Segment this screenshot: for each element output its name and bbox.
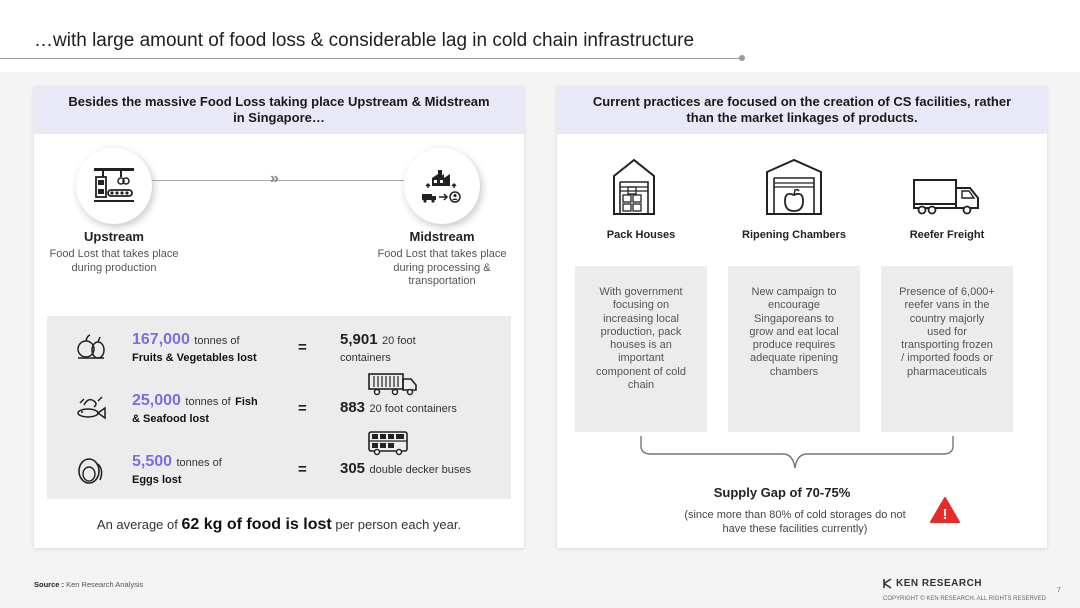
truck-icon (367, 372, 419, 396)
average-suffix: per person each year. (335, 517, 462, 532)
reefer-truck-icon (912, 176, 982, 216)
stat-value: 167,000 (132, 331, 190, 348)
food-loss-stats (47, 316, 511, 499)
facility-card-pack-houses: With government focusing on increasing local production, pack houses is an important component of cold chain (575, 266, 707, 432)
flow-line (152, 180, 404, 181)
cold-storage-header: Current practices are focused on the creation of CS facilities, rather than the market linkages of products. (557, 86, 1047, 134)
stat-comparison (340, 461, 471, 478)
logo-text: KEN RESEARCH (896, 578, 983, 589)
midstream-circle (404, 148, 480, 224)
upstream-circle (76, 148, 152, 224)
grouping-brace (637, 434, 957, 476)
supply-gap-title: Supply Gap of 70-75% (713, 485, 851, 500)
stat-comparison (340, 332, 416, 366)
midstream-title: Midstream (409, 229, 475, 244)
copyright: COPYRIGHT © KEN RESEARCH. ALL RIGHTS RESERVED (883, 596, 1047, 602)
stat-unit: tonnes of (185, 396, 231, 408)
warning-icon (929, 496, 961, 524)
bus-icon (367, 430, 409, 456)
comparison-value: 305 (340, 460, 366, 477)
title-bar (0, 0, 1080, 72)
facility-label-ripening-chambers: Ripening Chambers (742, 229, 846, 241)
stat-row-fish (132, 393, 258, 427)
stat-row-eggs (132, 454, 222, 488)
facility-label-pack-houses: Pack Houses (606, 229, 676, 241)
facility-card-ripening-chambers: New campaign to encourage Singaporeans to grow and eat local produce requires adequate ripening chambers (728, 266, 860, 432)
stat-unit-bold: Fish (235, 396, 258, 408)
comparison-unit: double decker buses (369, 464, 471, 476)
stat-row-fruits (132, 332, 257, 366)
title-divider (0, 58, 742, 59)
stat-label: Eggs lost (132, 474, 182, 486)
warning-mark: ! (942, 506, 948, 523)
comparison-value: 883 (340, 399, 366, 416)
equals-sign: = (298, 461, 307, 478)
warehouse-icon (612, 158, 656, 216)
comparison-unit: 20 foot containers (369, 403, 457, 415)
food-loss-panel (34, 86, 524, 548)
page-title: …with large amount of food loss & considerable lag in cold chain infrastructure (34, 30, 695, 51)
cold-storage-panel (557, 86, 1047, 548)
average-prefix: An average of (96, 517, 178, 532)
stat-unit: tonnes of (176, 457, 222, 469)
distribution-icon (420, 166, 464, 206)
supply-gap-description: (since more than 80% of cold storages do not have these facilities currently) (684, 509, 906, 535)
facility-card-reefer-freight: Presence of 6,000+ reefer vans in the country majorly used for transporting frozen / imported foods or pharmaceuticals (881, 266, 1013, 432)
comparison-unit-line2: containers (340, 352, 391, 364)
stat-unit: tonnes of (194, 335, 240, 347)
title-divider-dot (739, 55, 745, 61)
average-highlight: 62 kg of food is lost (181, 516, 332, 533)
source-text: Ken Research Analysis (66, 580, 144, 589)
fish-icon (74, 395, 108, 421)
stat-label: & Seafood lost (132, 413, 210, 425)
food-loss-header: Besides the massive Food Loss taking place Upstream & Midstream in Singapore… (34, 86, 524, 134)
ken-research-logo-icon (883, 578, 893, 589)
stat-comparison (340, 400, 457, 417)
comparison-unit: 20 foot (382, 335, 416, 347)
stat-value: 25,000 (132, 392, 181, 409)
fruits-icon (76, 332, 106, 360)
comparison-value: 5,901 (340, 331, 378, 348)
facility-label-reefer-freight: Reefer Freight (909, 229, 985, 241)
company-logo (883, 578, 982, 589)
ripening-chamber-icon (765, 158, 823, 216)
page-number: 7 (1057, 587, 1061, 594)
eggs-icon (76, 456, 106, 486)
flow-chevron-icon: » (270, 170, 276, 187)
equals-sign: = (298, 339, 307, 356)
source-label: Source : (34, 580, 65, 589)
average-loss-statement (34, 516, 524, 534)
midstream-description: Food Lost that takes place during processing & transportation (377, 248, 507, 287)
footer-source (34, 580, 143, 589)
equals-sign: = (298, 400, 307, 417)
upstream-title: Upstream (84, 229, 144, 244)
upstream-description: Food Lost that takes place during production (49, 248, 179, 274)
stat-label: Fruits & Vegetables lost (132, 352, 257, 364)
stat-value: 5,500 (132, 453, 173, 470)
production-line-icon (92, 166, 136, 206)
